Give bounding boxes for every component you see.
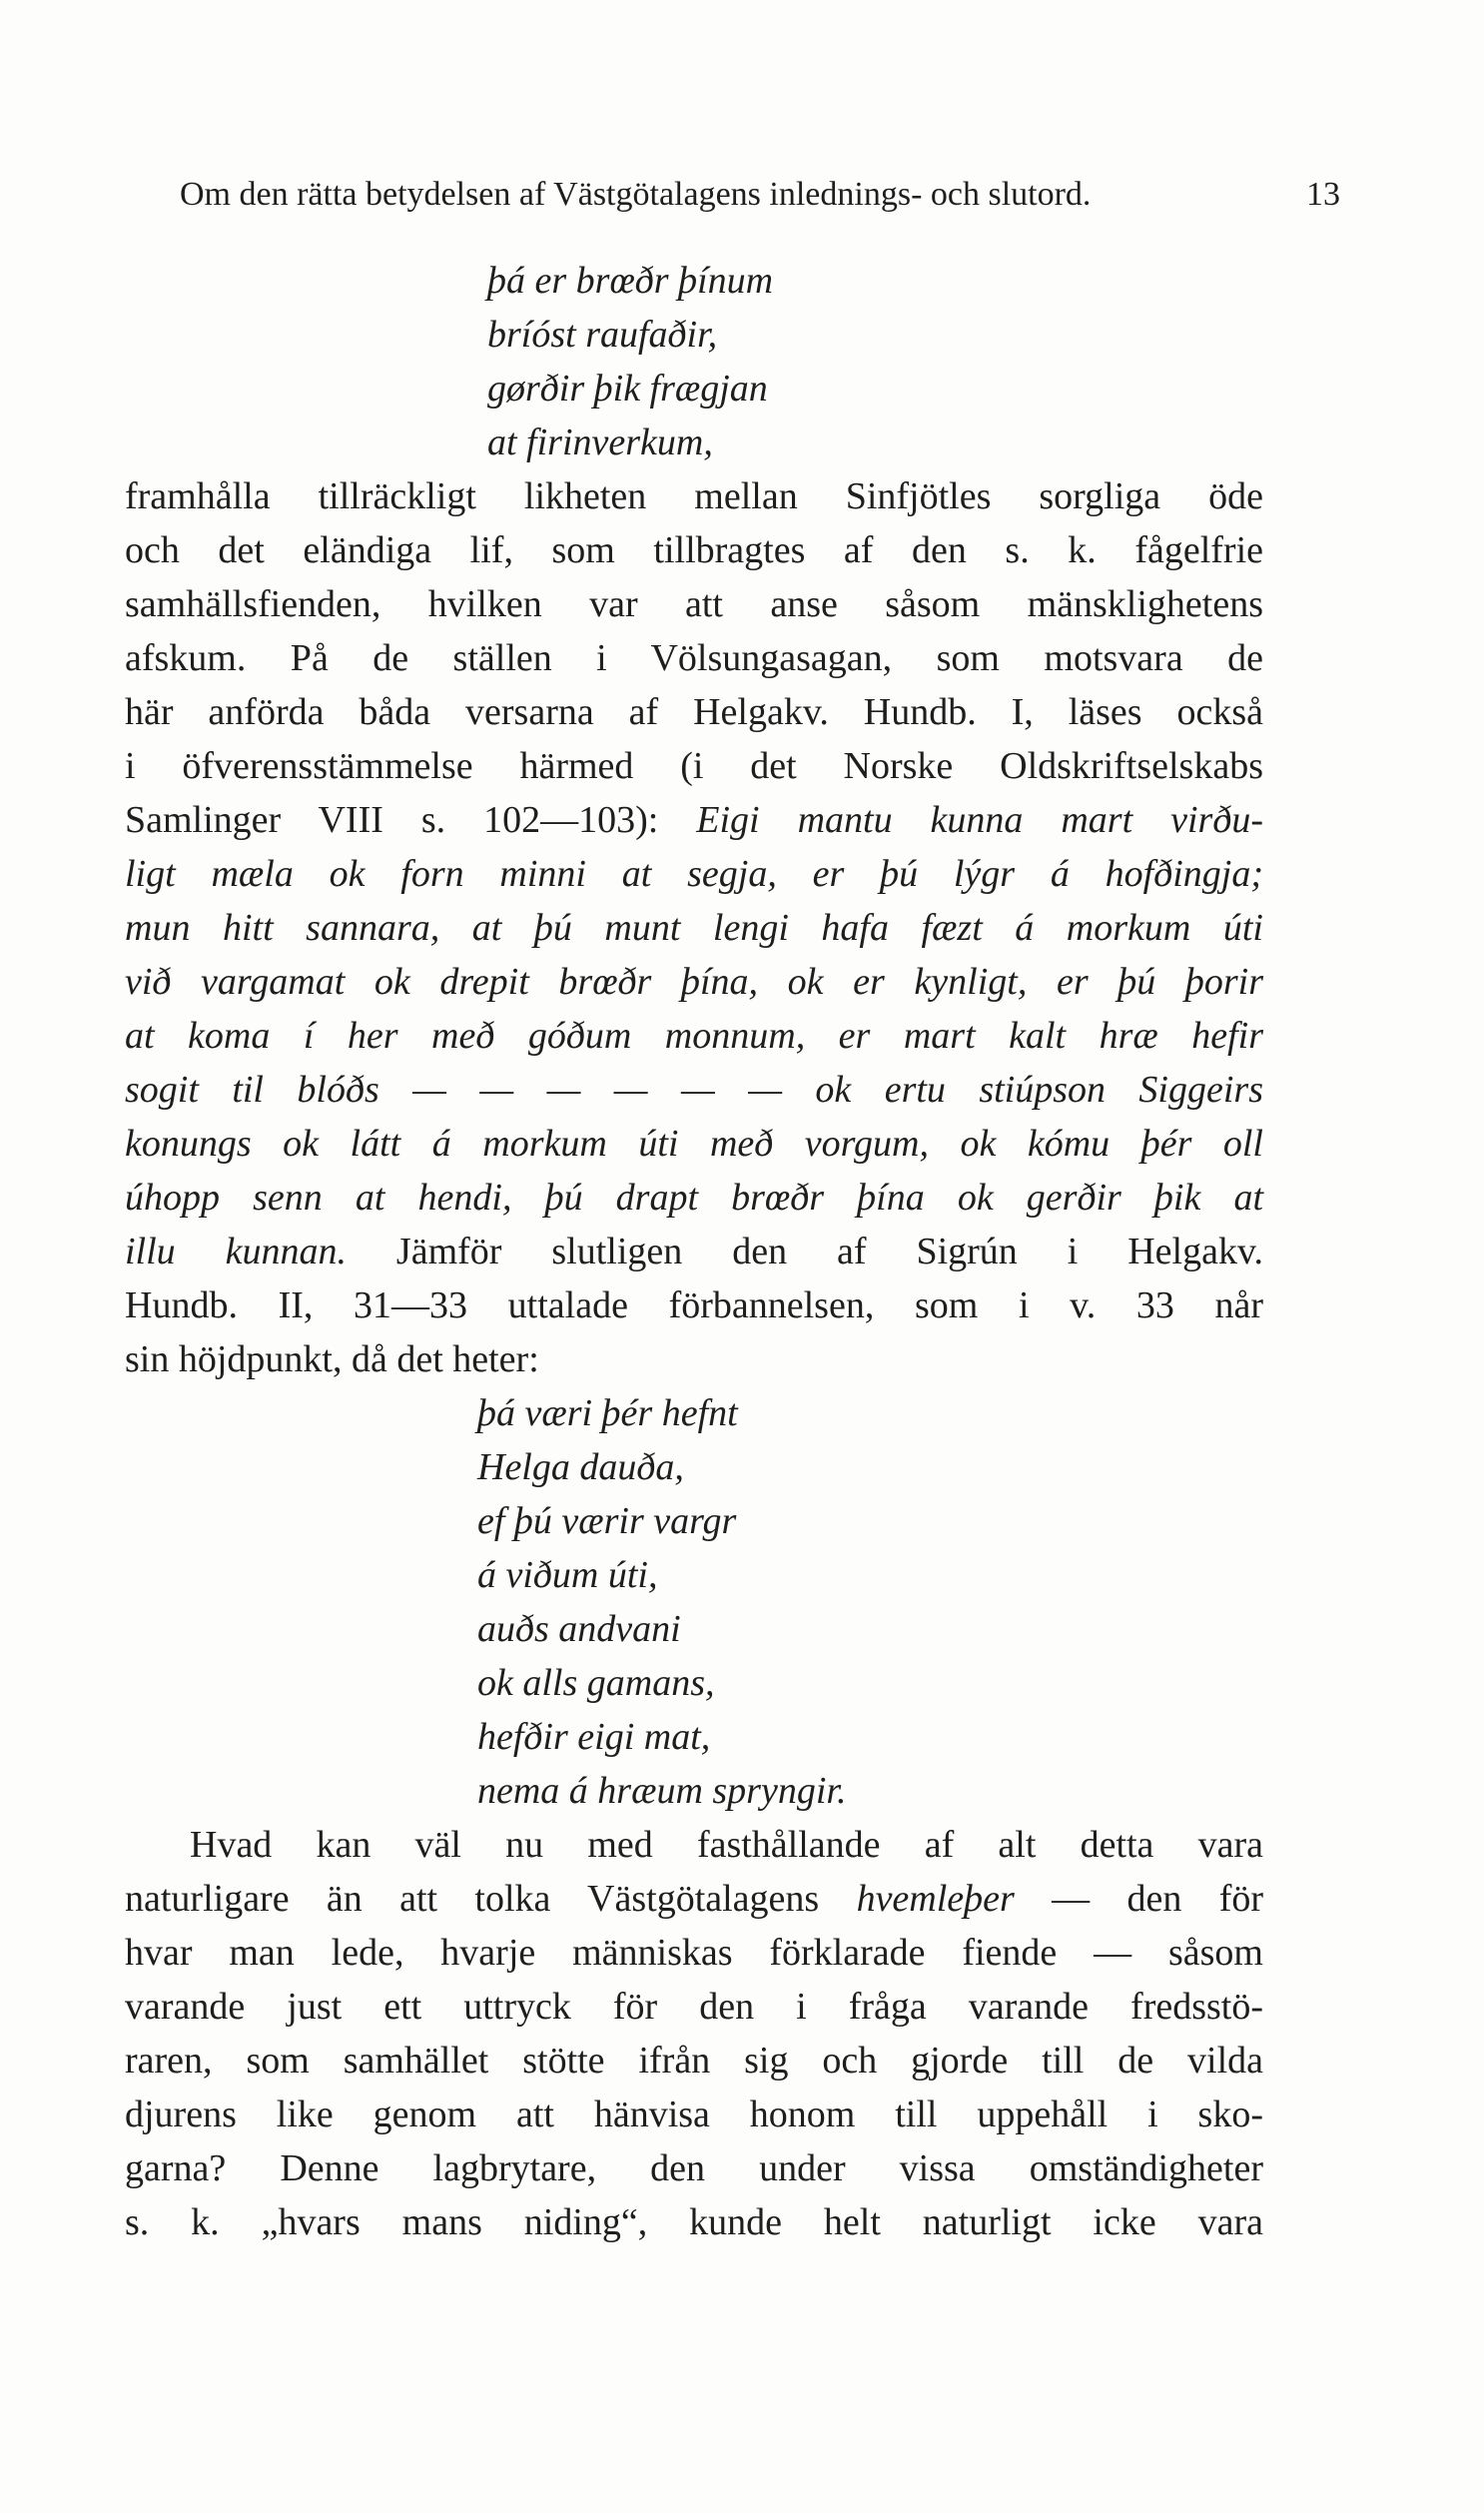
text-line <box>125 1225 1263 1278</box>
italic-quote: ligt mæla ok forn minni at segja, er þú lýgr á hofðingja; <box>125 853 1263 895</box>
text-line <box>125 2088 1263 2141</box>
italic-term: hvemleþer <box>856 1878 1015 1920</box>
verse-line: at firinverkum, <box>487 421 713 463</box>
verse-line: bríóst raufaðir, <box>487 314 718 356</box>
verse-line: Helga dauða, <box>477 1446 684 1488</box>
text-run: garna? Denne lagbrytare, den under vissa omständigheter <box>125 2147 1263 2189</box>
text-run: raren, som samhället stötte ifrån sig och gjorde till de vilda <box>125 2040 1263 2082</box>
italic-quote: illu kunnan. <box>125 1231 347 1272</box>
text-run: i öfverensstämmelse härmed (i det Norske Oldskriftselskabs <box>125 745 1263 787</box>
text-run: hvar man lede, hvarje människas förklarade fiende — såsom <box>125 1932 1263 1974</box>
verse-line: ef þú værir vargr <box>477 1500 737 1542</box>
italic-quote: at koma í her með góðum monnum, er mart kalt hræ hefir <box>125 1015 1263 1057</box>
text-line <box>125 1171 1263 1225</box>
italic-quote: mun hitt sannara, at þú munt lengi hafa fæzt á morkum úti <box>125 907 1263 949</box>
text-line <box>125 793 1263 847</box>
text-line <box>125 955 1263 1009</box>
text-run: s. k. „hvars mans niding“, kunde helt naturligt icke vara <box>125 2201 1263 2243</box>
verse-line: þá er brœðr þínum <box>487 260 774 302</box>
text-run: här anförda båda versarna af Helgakv. Hundb. I, läses också <box>125 691 1263 733</box>
text-run: Jämför slutligen den af Sigrún i Helgakv. <box>395 1231 1263 1272</box>
text-run: Hvad kan väl nu med fasthållande af alt detta vara <box>190 1824 1263 1866</box>
text-line <box>125 1980 1263 2034</box>
text-line <box>125 469 1263 523</box>
text-line <box>125 2034 1263 2088</box>
verse-line: á viðum úti, <box>477 1554 658 1596</box>
text-line <box>125 523 1263 577</box>
text-line <box>125 1872 1263 1926</box>
page-number: 13 <box>1306 176 1340 213</box>
text-line <box>125 1063 1263 1117</box>
text-run: varande just ett uttryck för den i fråga varande fredsstö- <box>125 1986 1263 2028</box>
text-line <box>125 847 1263 901</box>
verse-line: ok alls gamans, <box>477 1662 715 1704</box>
text-run: och det eländiga lif, som tillbragtes af den s. k. fågelfrie <box>125 529 1263 571</box>
text-run: samhällsfienden, hvilken var att anse såsom mänsklighetens <box>125 583 1263 625</box>
text-line <box>125 1926 1263 1980</box>
verse-line: hefðir eigi mat, <box>477 1716 711 1758</box>
text-run: djurens like genom att hänvisa honom till uppehåll i sko- <box>125 2094 1263 2135</box>
italic-quote: konungs ok látt á morkum úti með vorgum, ok kómu þér oll <box>125 1123 1263 1165</box>
text-line <box>125 2195 1263 2249</box>
verse-line: auðs andvani <box>477 1608 681 1650</box>
text-line <box>125 2141 1263 2195</box>
italic-quote: við vargamat ok drepit brœðr þína, ok er kynligt, er þú þorir <box>125 961 1263 1003</box>
text-line <box>125 1009 1263 1063</box>
running-title: Om den rätta betydelsen af Västgötalagens inlednings- och slutord. <box>180 176 1092 213</box>
text-line <box>125 739 1263 793</box>
text-run: sin höjdpunkt, då det heter: <box>125 1338 539 1380</box>
text-run: Samlinger VIII s. 102—103): <box>125 799 659 841</box>
italic-quote: Eigi mantu kunna mart virðu- <box>696 799 1263 841</box>
page-header <box>180 172 1340 218</box>
text-line <box>190 1818 1263 1872</box>
verse-line: nema á hræum spryngir. <box>477 1770 847 1812</box>
text-line <box>125 1117 1263 1171</box>
italic-quote: úhopp senn at hendi, þú drapt brœðr þína ok gerðir þik at <box>125 1177 1263 1219</box>
text-run: — den för <box>1052 1878 1264 1920</box>
text-line <box>125 631 1263 685</box>
text-line <box>125 901 1263 955</box>
verse-line: gørðir þik frægjan <box>487 368 768 410</box>
italic-quote: sogit til blóðs — — — — — — ok ertu stiúpson Siggeirs <box>125 1069 1263 1111</box>
text-run: framhålla tillräckligt likheten mellan Sinfjötles sorgliga öde <box>125 475 1263 517</box>
text-run: Hundb. II, 31—33 uttalade förbannelsen, som i v. 33 når <box>125 1284 1263 1326</box>
text-line <box>125 685 1263 739</box>
text-line <box>125 1332 1263 1386</box>
text-run: afskum. På de ställen i Völsungasagan, som motsvara de <box>125 637 1263 679</box>
text-run: naturligare än att tolka Västgötalagens <box>125 1878 820 1920</box>
text-line <box>125 1278 1263 1332</box>
text-line <box>125 577 1263 631</box>
verse-line: þá væri þér hefnt <box>477 1392 738 1434</box>
